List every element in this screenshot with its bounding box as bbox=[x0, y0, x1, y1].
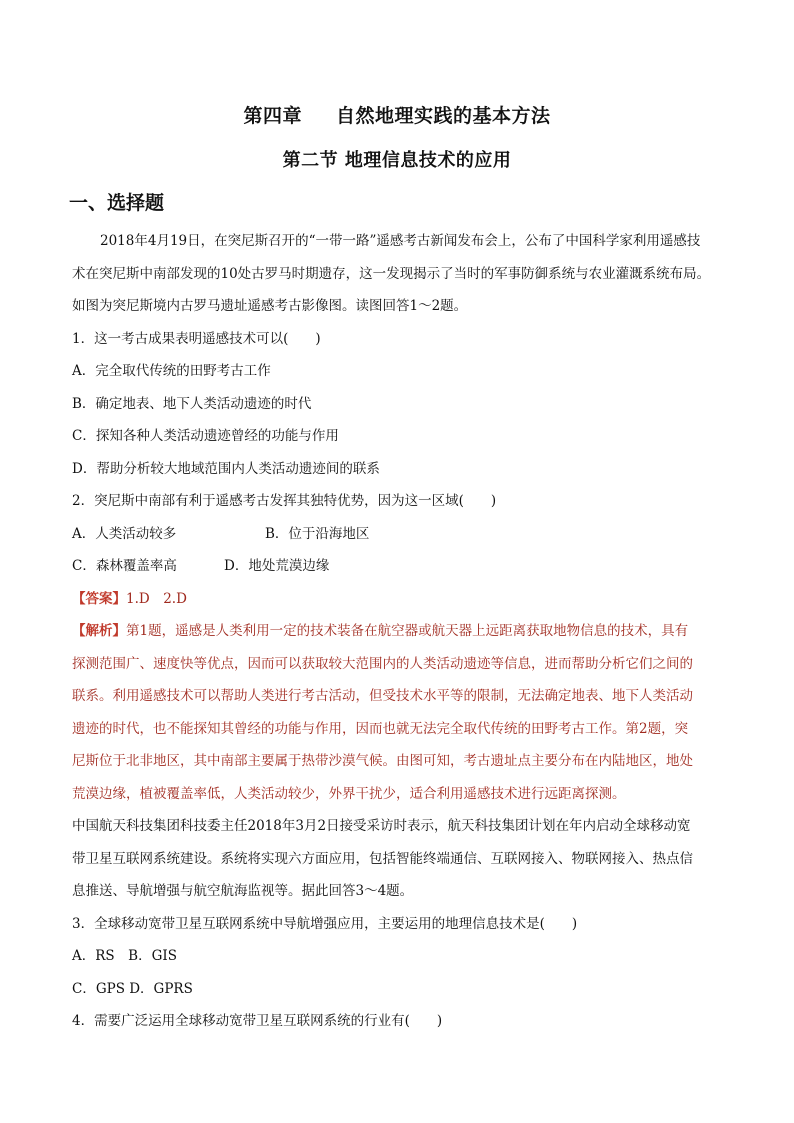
analysis-line: 探测范围广、速度快等优点，因而可以获取较大范围内的人类活动遗迹等信息，进而帮助分析它们之间的 bbox=[72, 655, 693, 672]
option-row bbox=[72, 518, 724, 551]
analysis-line: 荒漠边缘，植被覆盖率低，人类活动较少，外界干扰少，适合利用遥感技术进行远距离探测。 bbox=[72, 785, 626, 802]
option-a: A．人类活动较多 bbox=[72, 525, 177, 542]
passage-line: 如图为突尼斯境内古罗马遗址遥感考古影像图。读图回答1～2题。 bbox=[72, 298, 468, 314]
option-ab: A．RS B．GIS bbox=[72, 948, 177, 964]
analysis-line: 联系。利用遥感技术可以帮助人类进行考古活动，但受技术水平等的限制，无法确定地表、地下人类活动 bbox=[72, 688, 693, 704]
passage-line: 息推送、导航增强与航空航海监视等。据此回答3～4题。 bbox=[72, 883, 414, 899]
answer-line bbox=[72, 583, 724, 616]
option-b: B．位于沿海地区 bbox=[265, 525, 370, 542]
option-c: C．森林覆盖率高 bbox=[72, 558, 177, 574]
question-stem: 4．需要广泛运用全球移动宽带卫星互联网系统的行业有( ) bbox=[72, 1013, 443, 1029]
passage-line: 术在突尼斯中南部发现的10处古罗马时期遗存，这一发现揭示了当时的军事防御系统与农业灌溉系统布局。 bbox=[72, 265, 711, 282]
answer-tag: 【答案】 bbox=[72, 590, 126, 607]
chapter-title bbox=[0, 101, 794, 128]
analysis-block bbox=[72, 615, 724, 810]
analysis-line: 尼斯位于北非地区，其中南部主要属于热带沙漠气候。由图可知，考古遗址点主要分布在内陆地区，地处 bbox=[72, 753, 693, 769]
question-stem: 3．全球移动宽带卫星互联网系统中导航增强应用，主要运用的地理信息技术是( ) bbox=[72, 915, 578, 932]
analysis-tag: 【解析】 bbox=[72, 623, 126, 639]
analysis-line: 遗迹的时代，也不能探知其曾经的功能与作用，因而也就无法完全取代传统的田野考古工作。第2题，突 bbox=[72, 720, 689, 737]
section-title: 第二节 地理信息技术的应用 bbox=[282, 150, 512, 171]
part-heading: 一、选择题 bbox=[69, 192, 165, 214]
option-d: D．帮助分析较大地域范围内人类活动遗迹间的联系 bbox=[72, 460, 380, 477]
question-stem: 1．这一考古成果表明遥感技术可以( ) bbox=[72, 330, 321, 347]
question-stem: 2．突尼斯中南部有利于遥感考古发挥其独特优势，因为这一区域( ) bbox=[72, 493, 497, 509]
option-cd: C．GPS D．GPRS bbox=[72, 980, 193, 997]
option-d: D．地处荒漠边缘 bbox=[224, 558, 330, 574]
option-b: B．确定地表、地下人类活动遗迹的时代 bbox=[72, 395, 312, 412]
passage-line: 2018年4月19日，在突尼斯召开的“一带一路”遥感考古新闻发布会上，公布了中国科学家利用遥感技 bbox=[100, 233, 701, 249]
analysis-line: 第1题，遥感是人类利用一定的技术装备在航空器或航天器上远距离获取地物信息的技术，具有 bbox=[126, 623, 689, 639]
question-block bbox=[72, 225, 724, 1038]
option-a: A．完全取代传统的田野考古工作 bbox=[72, 363, 271, 379]
option-row bbox=[72, 550, 724, 583]
passage-line: 带卫星互联网系统建设。系统将实现六方面应用，包括智能终端通信、互联网接入、物联网接入、热点信 bbox=[72, 850, 693, 867]
chapter-number: 第四章 bbox=[243, 105, 302, 127]
answer-text: 1.D 2.D bbox=[126, 590, 187, 607]
passage-line: 中国航天科技集团科技委主任2018年3月2日接受采访时表示，航天科技集团计划在年内启动全球移动宽 bbox=[72, 818, 691, 834]
chapter-name: 自然地理实践的基本方法 bbox=[336, 105, 551, 127]
option-c: C．探知各种人类活动遗迹曾经的功能与作用 bbox=[72, 428, 339, 444]
